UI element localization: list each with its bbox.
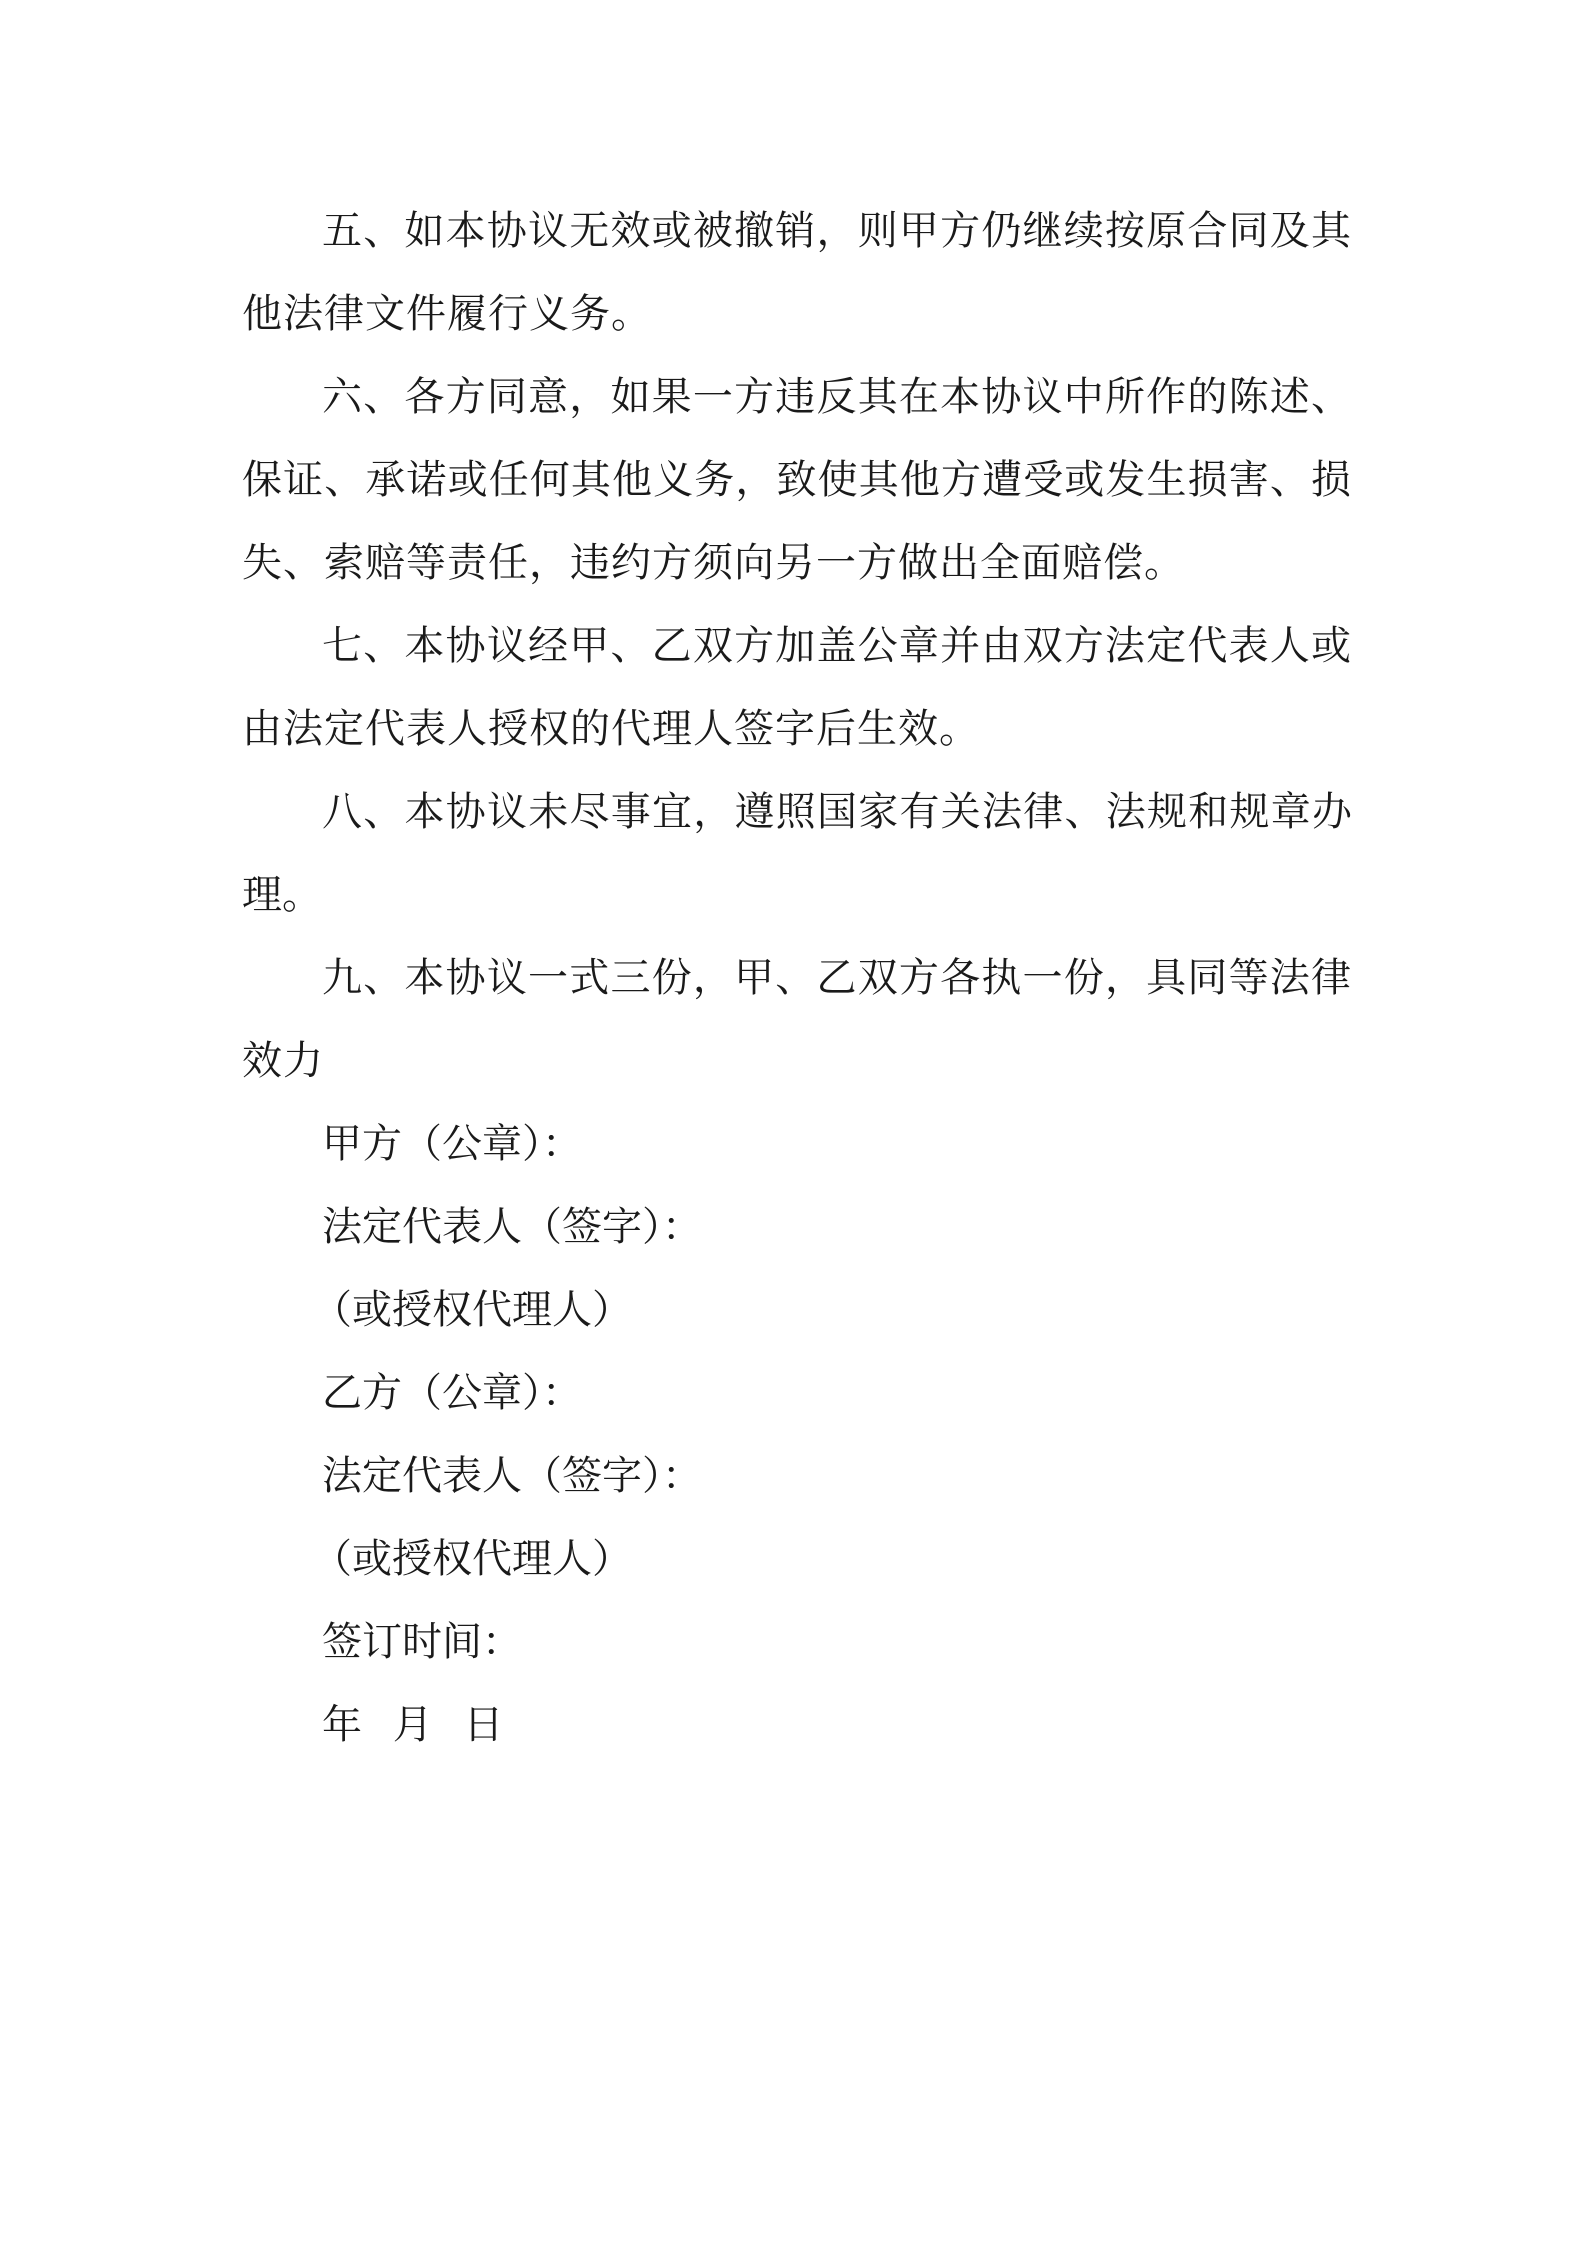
party-b-agent-label: （或授权代理人）: [312, 1536, 632, 1582]
party-b-seal-label: 乙方（公章）：: [322, 1370, 582, 1416]
party-a-representative-label: 法定代表人（签字）：: [322, 1204, 702, 1250]
party-b-representative-label: 法定代表人（签字）：: [322, 1453, 702, 1499]
party-a-agent-label: （或授权代理人）: [312, 1287, 632, 1333]
clause-seven: 七、本协议经甲、乙双方加盖公章并由双方法定代表人或由法定代表人授权的代理人签字后生效。: [242, 623, 1352, 752]
clause-six: 六、各方同意，如果一方违反其在本协议中所作的陈述、保证、承诺或任何其他义务，致使其他方遭受或发生损害、损失、索赔等责任，违约方须向另一方做出全面赔偿。: [242, 374, 1352, 586]
signing-time-label: 签订时间：: [322, 1619, 522, 1665]
party-a-seal-label: 甲方（公章）：: [322, 1121, 582, 1167]
date-year-label: 年: [322, 1702, 362, 1748]
date-month-label: 月: [392, 1702, 433, 1748]
signing-date: [242, 1684, 1352, 1767]
document-body: [242, 190, 1352, 1767]
signature-block: [242, 1103, 1352, 1767]
clause-nine: 九、本协议一式三份，甲、乙双方各执一份，具同等法律效力: [242, 955, 1352, 1084]
clause-eight: 八、本协议未尽事宜，遵照国家有关法律、法规和规章办理。: [242, 789, 1352, 918]
clause-five: 五、如本协议无效或被撤销，则甲方仍继续按原合同及其他法律文件履行义务。: [242, 208, 1352, 337]
date-day-label: 日: [463, 1702, 504, 1748]
